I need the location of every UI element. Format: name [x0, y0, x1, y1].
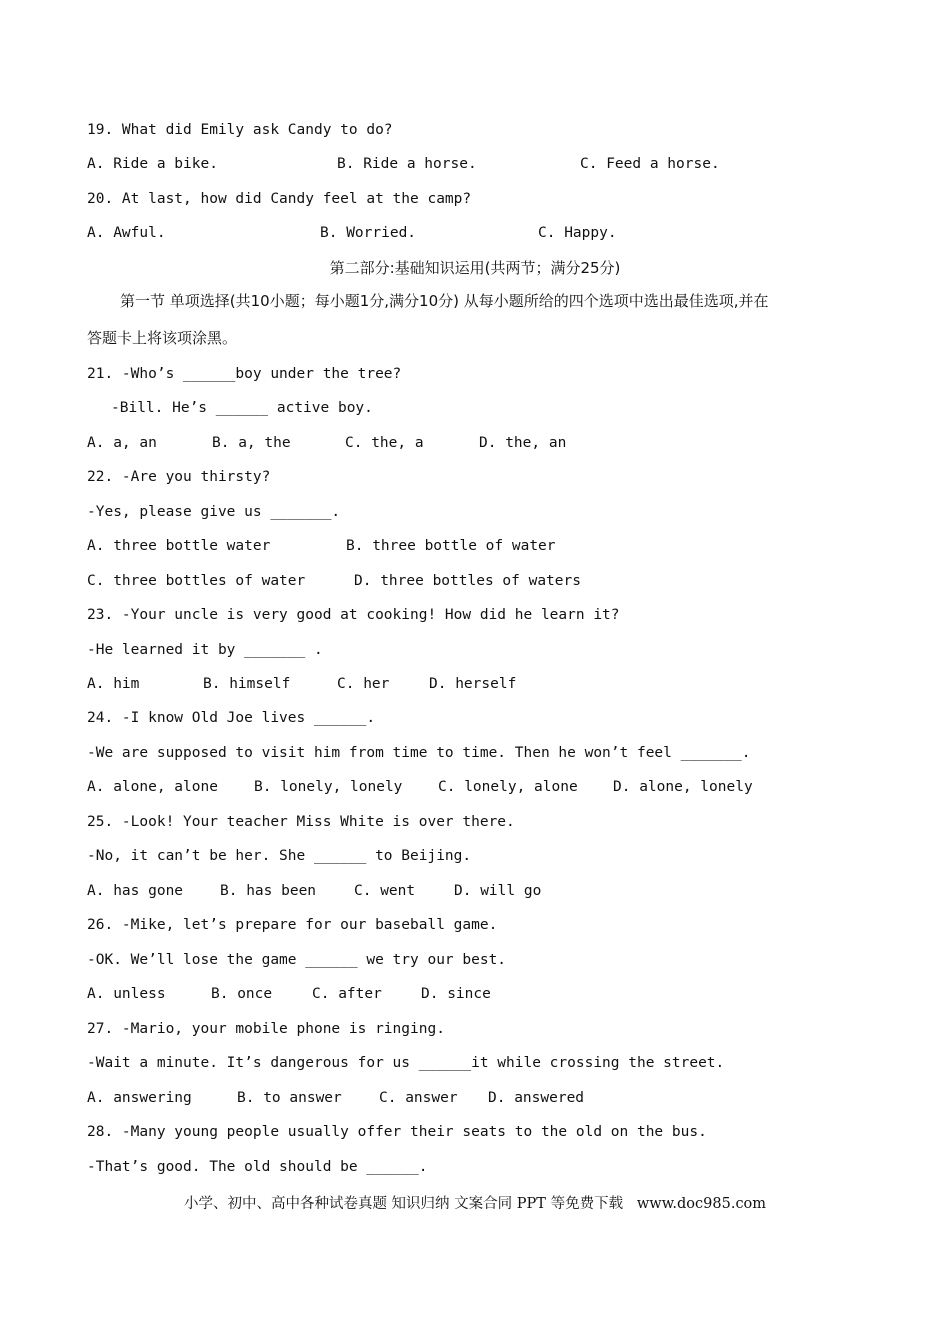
- question-26-reply: -OK. We’ll lose the game ______ we try our best.: [87, 952, 507, 968]
- question-22-stem: 22. -Are you thirsty?: [87, 469, 271, 485]
- question-22-option-d: D. three bottles of waters: [354, 573, 581, 589]
- question-27-option-d: D. answered: [488, 1090, 585, 1106]
- question-26-option-a: A. unless: [87, 986, 166, 1002]
- part-2-title: 第二部分:基础知识运用(共两节；满分25分): [329, 259, 621, 277]
- question-20-option-a: A. Awful.: [87, 225, 166, 241]
- question-24-option-a: A. alone, alone: [87, 779, 218, 795]
- question-27-option-b: B. to answer: [237, 1090, 342, 1106]
- question-26-option-c: C. after: [312, 986, 382, 1002]
- question-24-option-d: D. alone, lonely: [613, 779, 753, 795]
- question-19-option-b: B. Ride a horse.: [337, 156, 477, 172]
- question-24-stem: 24. -I know Old Joe lives ______.: [87, 710, 376, 726]
- question-22-option-a: A. three bottle water: [87, 538, 271, 554]
- question-19-stem: 19. What did Emily ask Candy to do?: [87, 122, 393, 138]
- question-27-reply: -Wait a minute. It’s dangerous for us ______it while crossing the street.: [87, 1055, 725, 1071]
- question-26-option-d: D. since: [421, 986, 491, 1002]
- question-25-option-b: B. has been: [220, 883, 317, 899]
- question-27-stem: 27. -Mario, your mobile phone is ringing.: [87, 1021, 445, 1037]
- question-25-stem: 25. -Look! Your teacher Miss White is over there.: [87, 814, 515, 830]
- question-24-option-b: B. lonely, lonely: [254, 779, 403, 795]
- question-21-option-a: A. a, an: [87, 435, 157, 451]
- page-footer: 小学、初中、高中各种试卷真题 知识归纳 文案合同 PPT 等免费下载 www.doc985.com: [183, 1196, 767, 1212]
- question-27-option-c: C. answer: [379, 1090, 458, 1106]
- question-26-option-b: B. once: [211, 986, 273, 1002]
- section-1-instructions-line-1: 第一节 单项选择(共10小题；每小题1分,满分10分) 从每小题所给的四个选项中选出最佳选项,并在: [120, 292, 769, 310]
- question-24-option-c: C. lonely, alone: [438, 779, 578, 795]
- question-26-stem: 26. -Mike, let’s prepare for our baseball game.: [87, 917, 498, 933]
- question-21-reply: -Bill. He’s ______ active boy.: [111, 400, 373, 416]
- question-25-option-c: C. went: [354, 883, 416, 899]
- question-25-reply: -No, it can’t be her. She ______ to Beijing.: [87, 848, 472, 864]
- question-19-option-a: A. Ride a bike.: [87, 156, 218, 172]
- question-23-option-d: D. herself: [429, 676, 517, 692]
- question-25-option-d: D. will go: [454, 883, 542, 899]
- question-23-option-c: C. her: [337, 676, 390, 692]
- question-19-option-c: C. Feed a horse.: [580, 156, 720, 172]
- question-24-reply: -We are supposed to visit him from time to time. Then he won’t feel _______.: [87, 745, 751, 761]
- question-20-option-b: B. Worried.: [320, 225, 417, 241]
- question-25-option-a: A. has gone: [87, 883, 184, 899]
- question-28-stem: 28. -Many young people usually offer their seats to the old on the bus.: [87, 1124, 707, 1140]
- question-21-stem: 21. -Who’s ______boy under the tree?: [87, 366, 402, 382]
- question-23-option-b: B. himself: [203, 676, 291, 692]
- question-21-option-d: D. the, an: [479, 435, 567, 451]
- question-23-reply: -He learned it by _______ .: [87, 642, 323, 658]
- section-1-instructions-line-2: 答题卡上将该项涂黑。: [87, 329, 238, 347]
- question-28-reply: -That’s good. The old should be ______.: [87, 1159, 428, 1175]
- question-22-option-c: C. three bottles of water: [87, 573, 306, 589]
- question-20-stem: 20. At last, how did Candy feel at the camp?: [87, 191, 472, 207]
- question-21-option-b: B. a, the: [212, 435, 291, 451]
- question-22-reply: -Yes, please give us _______.: [87, 504, 341, 520]
- question-20-option-c: C. Happy.: [538, 225, 617, 241]
- question-21-option-c: C. the, a: [345, 435, 424, 451]
- question-22-option-b: B. three bottle of water: [346, 538, 556, 554]
- question-27-option-a: A. answering: [87, 1090, 192, 1106]
- question-23-stem: 23. -Your uncle is very good at cooking! How did he learn it?: [87, 607, 620, 623]
- question-23-option-a: A. him: [87, 676, 140, 692]
